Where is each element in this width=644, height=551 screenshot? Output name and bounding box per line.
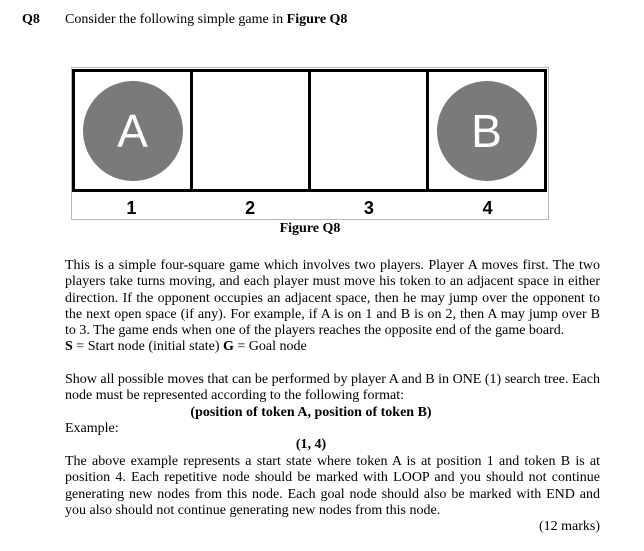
- example-label: Example:: [65, 421, 119, 436]
- board-square-1: [75, 72, 193, 189]
- question-intro-text: Consider the following simple game in: [65, 12, 287, 27]
- square-label-4: 4: [482, 198, 493, 218]
- start-definition: = Start node (initial state): [72, 339, 223, 355]
- example-value: (1, 4): [295, 437, 327, 452]
- example-explanation: The above example represents a start state where token A is at position 1 and token B is at position 4. Each repetitive node should be marked with LOOP and you should not continue generating new nodes from this node. Each goal node should also be marked with END and you also should not continue generating new nodes from this node.: [65, 454, 600, 518]
- square-labels: [72, 198, 547, 218]
- goal-key: G: [223, 339, 234, 355]
- goal-definition: = Goal node: [233, 339, 307, 355]
- figure-caption: Figure Q8: [279, 221, 341, 236]
- token-b: B: [437, 81, 537, 181]
- figure-reference: Figure Q8: [286, 12, 348, 27]
- token-a: A: [83, 81, 183, 181]
- game-description: [65, 258, 600, 356]
- board-square-4: [429, 72, 544, 189]
- board-square-3: [311, 72, 429, 189]
- square-label-3: 3: [363, 198, 374, 218]
- instructions-text: Show all possible moves that can be performed by player A and B in ONE (1) search tree. Each node must be represented according to the following format:: [65, 372, 600, 404]
- question-intro: [65, 12, 347, 28]
- board-square-2: [193, 72, 311, 189]
- game-board: [72, 69, 547, 192]
- square-label-1: 1: [126, 198, 137, 218]
- marks: (12 marks): [538, 519, 600, 534]
- square-label-2: 2: [245, 198, 256, 218]
- description-text: This is a simple four-square game which involves two players. Player A moves first. The two players take turns moving, and each player must move his token to an adjacent space in either direction. If the opponent occupies an adjacent space, then he may jump over the opponent to the next open space (if any). For example, if A is on 1 and B is on 2, then A may jump over B to 3. The game ends when one of the players reaches the opposite end of the game board.: [65, 258, 600, 339]
- start-key: S: [65, 339, 73, 355]
- node-format: (position of token A, position of token B): [190, 405, 432, 420]
- question-number: Q8: [22, 12, 40, 27]
